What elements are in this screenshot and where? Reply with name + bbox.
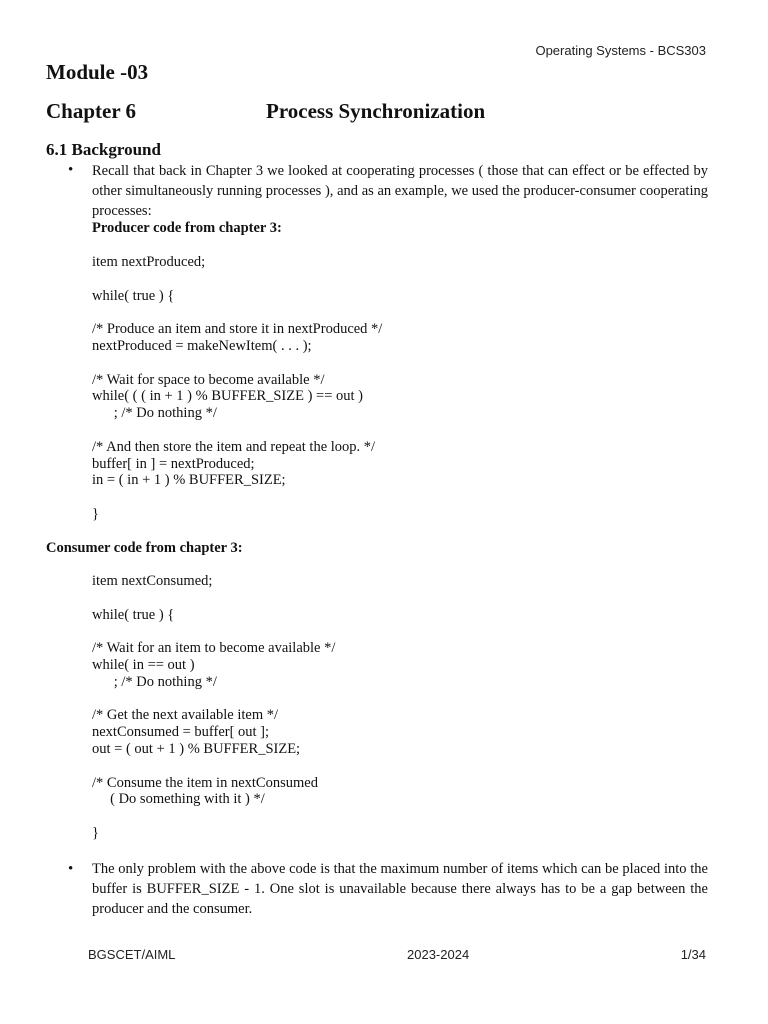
footer-page-number: 1/34: [680, 947, 706, 962]
intro-paragraph: Recall that back in Chapter 3 we looked at cooperating processes ( those that can effect or be effected by other simultaneously running processes ), and as an example, we used the producer-consumer cooperating processes:: [92, 163, 708, 219]
footer-left: BGSCET/AIML: [88, 947, 176, 962]
closing-paragraph: The only problem with the above code is that the maximum number of items which can be placed into the buffer is BUFFER_SIZE - 1. One slot is unavailable because there always has to be a gap between the producer and the consumer.: [92, 861, 708, 917]
bullet-icon: •: [68, 162, 74, 178]
section-heading: 6.1 Background: [46, 140, 161, 159]
page-header-course: Operating Systems - BCS303: [535, 43, 706, 58]
chapter-heading: [46, 99, 726, 124]
chapter-title: Process Synchronization: [266, 99, 486, 123]
producer-code-label: Producer code from chapter 3:: [92, 220, 282, 236]
consumer-code-block: item nextConsumed; while( true ) { /* Wait for an item to become available */ while( in == out ) ; /* Do nothing */ /* Get the next available item */ nextConsumed = buffer[ out ]; out = ( out + 1 ) % BUFFER_SIZE; /* Consume the item in nextConsumed ( Do something with it ) */ }: [92, 573, 336, 841]
module-title: Module -03: [46, 60, 149, 84]
bullet-icon: •: [68, 861, 74, 877]
producer-code-block: item nextProduced; while( true ) { /* Produce an item and store it in nextProduced */ nextProduced = makeNewItem( . . . ); /* Wait for space to become available */ while( ( ( in + 1 ) % BUFFER_SIZE ) == out ) ; /* Do nothing */ /* And then store the item and repeat the loop. */ buffer[ in ] = nextProduced; in = ( in + 1 ) % BUFFER_SIZE; }: [92, 254, 383, 522]
footer-center: 2023-2024: [407, 947, 470, 962]
consumer-code-label: Consumer code from chapter 3:: [46, 540, 243, 556]
chapter-label: Chapter 6: [46, 99, 137, 123]
